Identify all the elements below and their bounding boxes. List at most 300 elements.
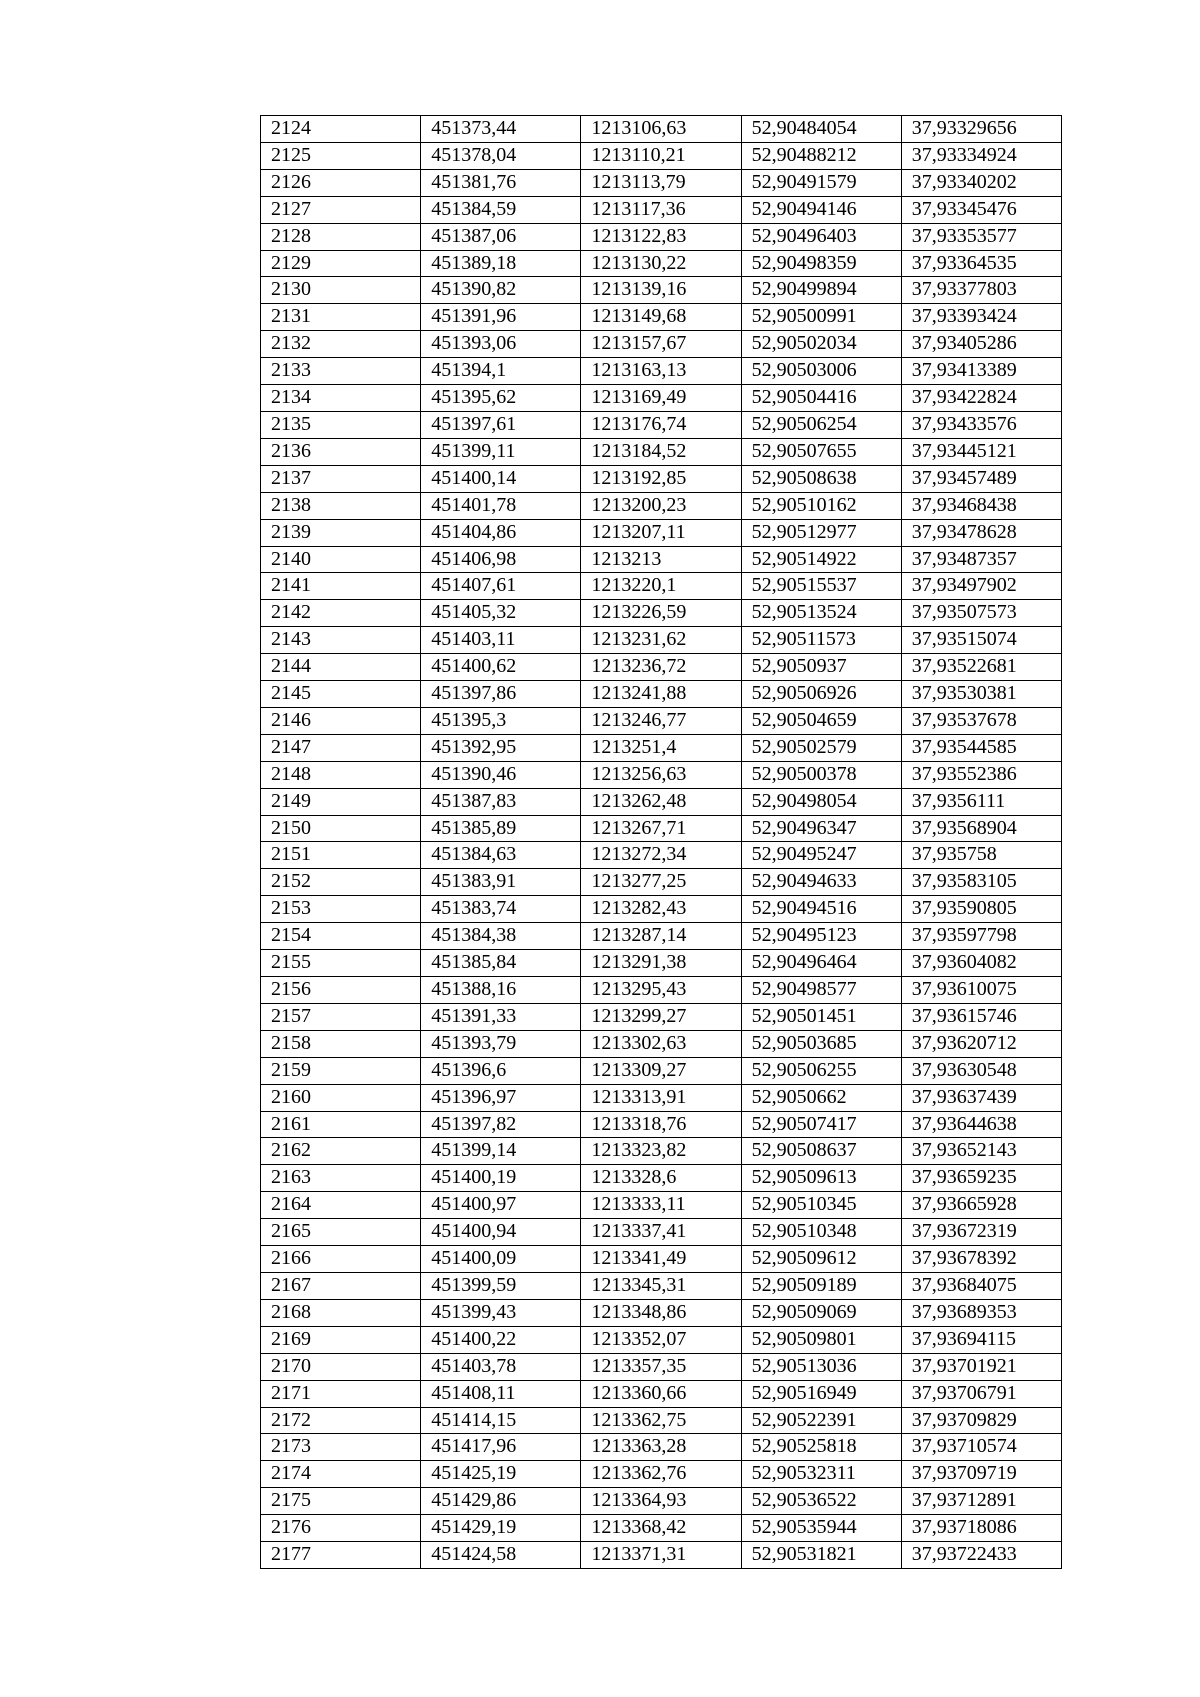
x-coordinate-cell: 451400,19 <box>421 1165 581 1192</box>
point-number-cell: 2167 <box>261 1272 421 1299</box>
x-coordinate-cell: 451417,96 <box>421 1434 581 1461</box>
point-number-cell: 2142 <box>261 600 421 627</box>
y-coordinate-cell: 1213362,75 <box>581 1407 741 1434</box>
table-row <box>261 1219 1062 1246</box>
latitude-cell: 52,90507655 <box>741 438 901 465</box>
point-number-cell: 2140 <box>261 546 421 573</box>
point-number-cell: 2172 <box>261 1407 421 1434</box>
x-coordinate-cell: 451403,78 <box>421 1353 581 1380</box>
table-row <box>261 1030 1062 1057</box>
point-number-cell: 2146 <box>261 707 421 734</box>
longitude-cell: 37,93659235 <box>901 1165 1061 1192</box>
y-coordinate-cell: 1213130,22 <box>581 250 741 277</box>
point-number-cell: 2166 <box>261 1246 421 1273</box>
latitude-cell: 52,90508637 <box>741 1138 901 1165</box>
point-number-cell: 2152 <box>261 869 421 896</box>
x-coordinate-cell: 451400,97 <box>421 1192 581 1219</box>
x-coordinate-cell: 451393,06 <box>421 331 581 358</box>
y-coordinate-cell: 1213345,31 <box>581 1272 741 1299</box>
x-coordinate-cell: 451395,62 <box>421 385 581 412</box>
longitude-cell: 37,93393424 <box>901 304 1061 331</box>
x-coordinate-cell: 451373,44 <box>421 116 581 143</box>
table-row <box>261 681 1062 708</box>
table-row <box>261 358 1062 385</box>
point-number-cell: 2160 <box>261 1084 421 1111</box>
y-coordinate-cell: 1213352,07 <box>581 1326 741 1353</box>
longitude-cell: 37,93718086 <box>901 1515 1061 1542</box>
point-number-cell: 2164 <box>261 1192 421 1219</box>
longitude-cell: 37,9356111 <box>901 788 1061 815</box>
table-row <box>261 465 1062 492</box>
point-number-cell: 2157 <box>261 1003 421 1030</box>
longitude-cell: 37,93329656 <box>901 116 1061 143</box>
latitude-cell: 52,90504659 <box>741 707 901 734</box>
longitude-cell: 37,93709829 <box>901 1407 1061 1434</box>
x-coordinate-cell: 451394,1 <box>421 358 581 385</box>
x-coordinate-cell: 451401,78 <box>421 492 581 519</box>
x-coordinate-cell: 451391,96 <box>421 304 581 331</box>
point-number-cell: 2173 <box>261 1434 421 1461</box>
y-coordinate-cell: 1213333,11 <box>581 1192 741 1219</box>
table-row <box>261 1246 1062 1273</box>
y-coordinate-cell: 1213309,27 <box>581 1057 741 1084</box>
y-coordinate-cell: 1213291,38 <box>581 950 741 977</box>
point-number-cell: 2170 <box>261 1353 421 1380</box>
table-row <box>261 1299 1062 1326</box>
latitude-cell: 52,90512977 <box>741 519 901 546</box>
table-row <box>261 1272 1062 1299</box>
point-number-cell: 2148 <box>261 761 421 788</box>
longitude-cell: 37,93552386 <box>901 761 1061 788</box>
latitude-cell: 52,90495247 <box>741 842 901 869</box>
y-coordinate-cell: 1213256,63 <box>581 761 741 788</box>
y-coordinate-cell: 1213226,59 <box>581 600 741 627</box>
coordinates-table <box>260 115 1062 1569</box>
y-coordinate-cell: 1213357,35 <box>581 1353 741 1380</box>
table-row <box>261 546 1062 573</box>
point-number-cell: 2162 <box>261 1138 421 1165</box>
table-row <box>261 1407 1062 1434</box>
point-number-cell: 2132 <box>261 331 421 358</box>
x-coordinate-cell: 451396,6 <box>421 1057 581 1084</box>
y-coordinate-cell: 1213246,77 <box>581 707 741 734</box>
x-coordinate-cell: 451397,82 <box>421 1111 581 1138</box>
point-number-cell: 2130 <box>261 277 421 304</box>
table-row <box>261 573 1062 600</box>
point-number-cell: 2158 <box>261 1030 421 1057</box>
point-number-cell: 2168 <box>261 1299 421 1326</box>
point-number-cell: 2139 <box>261 519 421 546</box>
longitude-cell: 37,93405286 <box>901 331 1061 358</box>
point-number-cell: 2169 <box>261 1326 421 1353</box>
longitude-cell: 37,93710574 <box>901 1434 1061 1461</box>
y-coordinate-cell: 1213149,68 <box>581 304 741 331</box>
longitude-cell: 37,93615746 <box>901 1003 1061 1030</box>
point-number-cell: 2156 <box>261 977 421 1004</box>
x-coordinate-cell: 451383,91 <box>421 869 581 896</box>
latitude-cell: 52,90488212 <box>741 142 901 169</box>
point-number-cell: 2128 <box>261 223 421 250</box>
latitude-cell: 52,90500378 <box>741 761 901 788</box>
y-coordinate-cell: 1213106,63 <box>581 116 741 143</box>
y-coordinate-cell: 1213313,91 <box>581 1084 741 1111</box>
longitude-cell: 37,93468438 <box>901 492 1061 519</box>
table-row <box>261 1380 1062 1407</box>
x-coordinate-cell: 451408,11 <box>421 1380 581 1407</box>
point-number-cell: 2133 <box>261 358 421 385</box>
point-number-cell: 2126 <box>261 169 421 196</box>
latitude-cell: 52,90498054 <box>741 788 901 815</box>
longitude-cell: 37,93672319 <box>901 1219 1061 1246</box>
y-coordinate-cell: 1213163,13 <box>581 358 741 385</box>
latitude-cell: 52,90509801 <box>741 1326 901 1353</box>
point-number-cell: 2141 <box>261 573 421 600</box>
latitude-cell: 52,90494516 <box>741 896 901 923</box>
y-coordinate-cell: 1213368,42 <box>581 1515 741 1542</box>
point-number-cell: 2177 <box>261 1542 421 1569</box>
table-row <box>261 977 1062 1004</box>
latitude-cell: 52,90536522 <box>741 1488 901 1515</box>
longitude-cell: 37,93652143 <box>901 1138 1061 1165</box>
latitude-cell: 52,90500991 <box>741 304 901 331</box>
longitude-cell: 37,93433576 <box>901 411 1061 438</box>
table-row <box>261 169 1062 196</box>
y-coordinate-cell: 1213169,49 <box>581 385 741 412</box>
table-row <box>261 1461 1062 1488</box>
latitude-cell: 52,90499894 <box>741 277 901 304</box>
longitude-cell: 37,93701921 <box>901 1353 1061 1380</box>
longitude-cell: 37,93422824 <box>901 385 1061 412</box>
y-coordinate-cell: 1213328,6 <box>581 1165 741 1192</box>
point-number-cell: 2155 <box>261 950 421 977</box>
x-coordinate-cell: 451404,86 <box>421 519 581 546</box>
point-number-cell: 2174 <box>261 1461 421 1488</box>
point-number-cell: 2175 <box>261 1488 421 1515</box>
longitude-cell: 37,93583105 <box>901 869 1061 896</box>
x-coordinate-cell: 451381,76 <box>421 169 581 196</box>
y-coordinate-cell: 1213207,11 <box>581 519 741 546</box>
point-number-cell: 2153 <box>261 896 421 923</box>
table-row <box>261 788 1062 815</box>
table-row <box>261 438 1062 465</box>
longitude-cell: 37,93689353 <box>901 1299 1061 1326</box>
y-coordinate-cell: 1213241,88 <box>581 681 741 708</box>
x-coordinate-cell: 451399,11 <box>421 438 581 465</box>
y-coordinate-cell: 1213337,41 <box>581 1219 741 1246</box>
point-number-cell: 2165 <box>261 1219 421 1246</box>
longitude-cell: 37,93413389 <box>901 358 1061 385</box>
x-coordinate-cell: 451395,3 <box>421 707 581 734</box>
point-number-cell: 2129 <box>261 250 421 277</box>
x-coordinate-cell: 451383,74 <box>421 896 581 923</box>
table-row <box>261 1003 1062 1030</box>
latitude-cell: 52,90522391 <box>741 1407 901 1434</box>
latitude-cell: 52,90496403 <box>741 223 901 250</box>
longitude-cell: 37,93457489 <box>901 465 1061 492</box>
point-number-cell: 2124 <box>261 116 421 143</box>
latitude-cell: 52,90491579 <box>741 169 901 196</box>
table-row <box>261 950 1062 977</box>
y-coordinate-cell: 1213302,63 <box>581 1030 741 1057</box>
longitude-cell: 37,93620712 <box>901 1030 1061 1057</box>
latitude-cell: 52,90498577 <box>741 977 901 1004</box>
longitude-cell: 37,93364535 <box>901 250 1061 277</box>
latitude-cell: 52,90509612 <box>741 1246 901 1273</box>
latitude-cell: 52,90535944 <box>741 1515 901 1542</box>
latitude-cell: 52,90514922 <box>741 546 901 573</box>
latitude-cell: 52,90503006 <box>741 358 901 385</box>
latitude-cell: 52,90513036 <box>741 1353 901 1380</box>
x-coordinate-cell: 451391,33 <box>421 1003 581 1030</box>
table-row <box>261 842 1062 869</box>
table-row <box>261 923 1062 950</box>
latitude-cell: 52,90510162 <box>741 492 901 519</box>
x-coordinate-cell: 451400,94 <box>421 1219 581 1246</box>
latitude-cell: 52,90515537 <box>741 573 901 600</box>
y-coordinate-cell: 1213251,4 <box>581 734 741 761</box>
latitude-cell: 52,90496347 <box>741 815 901 842</box>
y-coordinate-cell: 1213139,16 <box>581 277 741 304</box>
table-row <box>261 1138 1062 1165</box>
latitude-cell: 52,90532311 <box>741 1461 901 1488</box>
y-coordinate-cell: 1213236,72 <box>581 654 741 681</box>
latitude-cell: 52,90506255 <box>741 1057 901 1084</box>
y-coordinate-cell: 1213176,74 <box>581 411 741 438</box>
y-coordinate-cell: 1213262,48 <box>581 788 741 815</box>
y-coordinate-cell: 1213295,43 <box>581 977 741 1004</box>
table-row <box>261 196 1062 223</box>
y-coordinate-cell: 1213348,86 <box>581 1299 741 1326</box>
point-number-cell: 2151 <box>261 842 421 869</box>
x-coordinate-cell: 451397,86 <box>421 681 581 708</box>
y-coordinate-cell: 1213272,34 <box>581 842 741 869</box>
table-row <box>261 654 1062 681</box>
longitude-cell: 37,93665928 <box>901 1192 1061 1219</box>
table-row <box>261 1326 1062 1353</box>
x-coordinate-cell: 451392,95 <box>421 734 581 761</box>
x-coordinate-cell: 451424,58 <box>421 1542 581 1569</box>
x-coordinate-cell: 451399,43 <box>421 1299 581 1326</box>
y-coordinate-cell: 1213157,67 <box>581 331 741 358</box>
longitude-cell: 37,93678392 <box>901 1246 1061 1273</box>
table-row <box>261 304 1062 331</box>
latitude-cell: 52,90506926 <box>741 681 901 708</box>
latitude-cell: 52,9050662 <box>741 1084 901 1111</box>
table-row <box>261 1542 1062 1569</box>
x-coordinate-cell: 451387,83 <box>421 788 581 815</box>
x-coordinate-cell: 451429,19 <box>421 1515 581 1542</box>
table-row <box>261 250 1062 277</box>
latitude-cell: 52,90502034 <box>741 331 901 358</box>
table-row <box>261 277 1062 304</box>
latitude-cell: 52,90494633 <box>741 869 901 896</box>
point-number-cell: 2150 <box>261 815 421 842</box>
point-number-cell: 2131 <box>261 304 421 331</box>
latitude-cell: 52,90509613 <box>741 1165 901 1192</box>
longitude-cell: 37,93637439 <box>901 1084 1061 1111</box>
latitude-cell: 52,9050937 <box>741 654 901 681</box>
y-coordinate-cell: 1213213 <box>581 546 741 573</box>
longitude-cell: 37,93478628 <box>901 519 1061 546</box>
table-row <box>261 331 1062 358</box>
x-coordinate-cell: 451384,63 <box>421 842 581 869</box>
table-row <box>261 1353 1062 1380</box>
point-number-cell: 2147 <box>261 734 421 761</box>
latitude-cell: 52,90516949 <box>741 1380 901 1407</box>
longitude-cell: 37,93712891 <box>901 1488 1061 1515</box>
latitude-cell: 52,90510345 <box>741 1192 901 1219</box>
latitude-cell: 52,90503685 <box>741 1030 901 1057</box>
longitude-cell: 37,93604082 <box>901 950 1061 977</box>
longitude-cell: 37,93334924 <box>901 142 1061 169</box>
table-row <box>261 1192 1062 1219</box>
table-row <box>261 411 1062 438</box>
longitude-cell: 37,93522681 <box>901 654 1061 681</box>
x-coordinate-cell: 451407,61 <box>421 573 581 600</box>
point-number-cell: 2138 <box>261 492 421 519</box>
longitude-cell: 37,93597798 <box>901 923 1061 950</box>
point-number-cell: 2154 <box>261 923 421 950</box>
table-row <box>261 223 1062 250</box>
y-coordinate-cell: 1213371,31 <box>581 1542 741 1569</box>
y-coordinate-cell: 1213110,21 <box>581 142 741 169</box>
point-number-cell: 2134 <box>261 385 421 412</box>
latitude-cell: 52,90502579 <box>741 734 901 761</box>
x-coordinate-cell: 451390,82 <box>421 277 581 304</box>
y-coordinate-cell: 1213364,93 <box>581 1488 741 1515</box>
longitude-cell: 37,93537678 <box>901 707 1061 734</box>
x-coordinate-cell: 451429,86 <box>421 1488 581 1515</box>
y-coordinate-cell: 1213341,49 <box>581 1246 741 1273</box>
x-coordinate-cell: 451387,06 <box>421 223 581 250</box>
x-coordinate-cell: 451393,79 <box>421 1030 581 1057</box>
longitude-cell: 37,93568904 <box>901 815 1061 842</box>
y-coordinate-cell: 1213299,27 <box>581 1003 741 1030</box>
y-coordinate-cell: 1213267,71 <box>581 815 741 842</box>
latitude-cell: 52,90513524 <box>741 600 901 627</box>
table-row <box>261 896 1062 923</box>
y-coordinate-cell: 1213360,66 <box>581 1380 741 1407</box>
longitude-cell: 37,93590805 <box>901 896 1061 923</box>
x-coordinate-cell: 451385,89 <box>421 815 581 842</box>
latitude-cell: 52,90506254 <box>741 411 901 438</box>
table-row <box>261 707 1062 734</box>
point-number-cell: 2163 <box>261 1165 421 1192</box>
table-row <box>261 116 1062 143</box>
latitude-cell: 52,90531821 <box>741 1542 901 1569</box>
latitude-cell: 52,90508638 <box>741 465 901 492</box>
x-coordinate-cell: 451414,15 <box>421 1407 581 1434</box>
latitude-cell: 52,90509069 <box>741 1299 901 1326</box>
latitude-cell: 52,90495123 <box>741 923 901 950</box>
point-number-cell: 2143 <box>261 627 421 654</box>
longitude-cell: 37,93722433 <box>901 1542 1061 1569</box>
table-row <box>261 1488 1062 1515</box>
x-coordinate-cell: 451399,59 <box>421 1272 581 1299</box>
point-number-cell: 2127 <box>261 196 421 223</box>
longitude-cell: 37,93706791 <box>901 1380 1061 1407</box>
latitude-cell: 52,90496464 <box>741 950 901 977</box>
x-coordinate-cell: 451425,19 <box>421 1461 581 1488</box>
latitude-cell: 52,90507417 <box>741 1111 901 1138</box>
x-coordinate-cell: 451390,46 <box>421 761 581 788</box>
y-coordinate-cell: 1213362,76 <box>581 1461 741 1488</box>
x-coordinate-cell: 451378,04 <box>421 142 581 169</box>
longitude-cell: 37,93684075 <box>901 1272 1061 1299</box>
longitude-cell: 37,93345476 <box>901 196 1061 223</box>
longitude-cell: 37,93694115 <box>901 1326 1061 1353</box>
table-row <box>261 869 1062 896</box>
y-coordinate-cell: 1213363,28 <box>581 1434 741 1461</box>
longitude-cell: 37,93630548 <box>901 1057 1061 1084</box>
point-number-cell: 2159 <box>261 1057 421 1084</box>
table-row <box>261 627 1062 654</box>
x-coordinate-cell: 451397,61 <box>421 411 581 438</box>
x-coordinate-cell: 451403,11 <box>421 627 581 654</box>
latitude-cell: 52,90484054 <box>741 116 901 143</box>
latitude-cell: 52,90504416 <box>741 385 901 412</box>
point-number-cell: 2161 <box>261 1111 421 1138</box>
longitude-cell: 37,93515074 <box>901 627 1061 654</box>
longitude-cell: 37,93610075 <box>901 977 1061 1004</box>
longitude-cell: 37,93445121 <box>901 438 1061 465</box>
latitude-cell: 52,90509189 <box>741 1272 901 1299</box>
point-number-cell: 2145 <box>261 681 421 708</box>
longitude-cell: 37,93497902 <box>901 573 1061 600</box>
table-row <box>261 734 1062 761</box>
x-coordinate-cell: 451400,09 <box>421 1246 581 1273</box>
table-row <box>261 385 1062 412</box>
point-number-cell: 2149 <box>261 788 421 815</box>
table-row <box>261 1165 1062 1192</box>
table-row <box>261 1434 1062 1461</box>
longitude-cell: 37,93644638 <box>901 1111 1061 1138</box>
x-coordinate-cell: 451400,62 <box>421 654 581 681</box>
x-coordinate-cell: 451389,18 <box>421 250 581 277</box>
table-row <box>261 815 1062 842</box>
y-coordinate-cell: 1213200,23 <box>581 492 741 519</box>
point-number-cell: 2135 <box>261 411 421 438</box>
table-row <box>261 492 1062 519</box>
longitude-cell: 37,93530381 <box>901 681 1061 708</box>
longitude-cell: 37,935758 <box>901 842 1061 869</box>
table-row <box>261 519 1062 546</box>
table-row <box>261 600 1062 627</box>
point-number-cell: 2171 <box>261 1380 421 1407</box>
table-row <box>261 1515 1062 1542</box>
table-row <box>261 1084 1062 1111</box>
y-coordinate-cell: 1213184,52 <box>581 438 741 465</box>
longitude-cell: 37,93544585 <box>901 734 1061 761</box>
latitude-cell: 52,90525818 <box>741 1434 901 1461</box>
longitude-cell: 37,93507573 <box>901 600 1061 627</box>
y-coordinate-cell: 1213277,25 <box>581 869 741 896</box>
x-coordinate-cell: 451399,14 <box>421 1138 581 1165</box>
y-coordinate-cell: 1213323,82 <box>581 1138 741 1165</box>
x-coordinate-cell: 451405,32 <box>421 600 581 627</box>
table-row <box>261 761 1062 788</box>
y-coordinate-cell: 1213113,79 <box>581 169 741 196</box>
y-coordinate-cell: 1213220,1 <box>581 573 741 600</box>
point-number-cell: 2176 <box>261 1515 421 1542</box>
point-number-cell: 2125 <box>261 142 421 169</box>
longitude-cell: 37,93709719 <box>901 1461 1061 1488</box>
y-coordinate-cell: 1213117,36 <box>581 196 741 223</box>
latitude-cell: 52,90501451 <box>741 1003 901 1030</box>
x-coordinate-cell: 451385,84 <box>421 950 581 977</box>
latitude-cell: 52,90511573 <box>741 627 901 654</box>
y-coordinate-cell: 1213318,76 <box>581 1111 741 1138</box>
